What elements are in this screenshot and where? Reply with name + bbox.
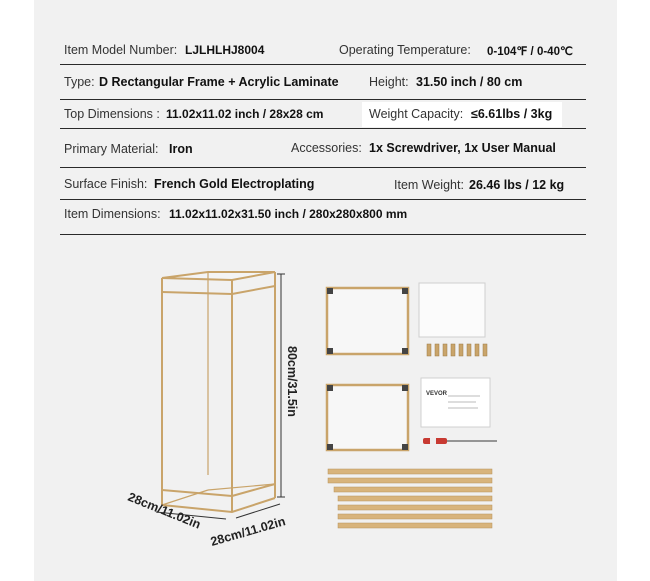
manual-brand: VEVOR — [426, 391, 448, 397]
acrylic-panel-1 — [327, 288, 408, 354]
top-value: 11.02x11.02 inch / 28x28 cm — [166, 107, 324, 121]
finish-label: Surface Finish: — [64, 177, 148, 191]
acrylic-panel-2 — [327, 385, 408, 450]
height-dim-text: 80cm/31.5in — [285, 346, 299, 417]
dims-label: Item Dimensions: — [64, 207, 161, 221]
gold-rods — [328, 469, 492, 528]
accessories-label: Accessories: — [291, 141, 362, 155]
capacity-label: Weight Capacity: — [369, 107, 464, 121]
height-label: Height: — [369, 75, 409, 89]
weight-label: Item Weight: — [394, 178, 464, 192]
screwdriver — [423, 438, 497, 444]
material-label: Primary Material: — [64, 142, 159, 156]
temp-value: 0-104℉ / 0-40℃ — [487, 46, 573, 58]
stand-frame — [162, 272, 275, 512]
temp-label: Operating Temperature: — [339, 43, 471, 57]
accessories-value: 1x Screwdriver, 1x User Manual — [369, 141, 556, 155]
height-dim-line — [277, 274, 285, 497]
capacity-value: ≤6.61lbs / 3kg — [471, 107, 553, 121]
depth-dim-text: 28cm/11.02in — [125, 489, 203, 532]
width-dim-text: 28cm/11.02in — [208, 514, 287, 549]
height-value: 31.50 inch / 80 cm — [416, 75, 523, 89]
user-manual — [421, 378, 490, 427]
width-dim-line — [236, 504, 280, 518]
acrylic-top-sheet — [419, 283, 485, 337]
weight-value: 26.46 lbs / 12 kg — [469, 178, 565, 192]
screws — [427, 344, 487, 356]
model-label: Item Model Number: — [64, 43, 178, 57]
finish-value: French Gold Electroplating — [154, 177, 315, 191]
type-value: D Rectangular Frame + Acrylic Laminate — [99, 75, 339, 89]
top-label: Top Dimensions : — [64, 107, 160, 121]
type-label: Type: — [64, 75, 95, 89]
material-value: Iron — [169, 142, 193, 156]
dims-value: 11.02x11.02x31.50 inch / 280x280x800 mm — [169, 207, 408, 221]
model-value: LJLHLHJ8004 — [185, 43, 265, 57]
